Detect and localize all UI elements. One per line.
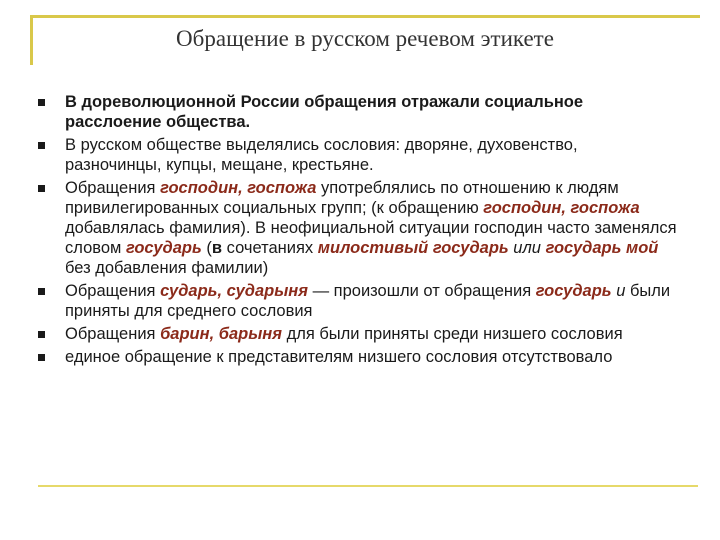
highlighted-term: господин, госпожа [160,179,317,197]
highlighted-term: милостивый государь [317,239,509,257]
highlighted-term: господин, госпожа [483,199,640,217]
highlighted-term: барин, барыня [160,325,282,343]
slide-title: Обращение в русском речевом этикете [176,26,554,51]
bullet-list [38,92,678,370]
square-bullet-icon [38,185,45,192]
bullet-text: сочетаниях [222,239,318,257]
square-bullet-icon [38,331,45,338]
left-rule-divider [30,15,33,65]
bullet-item [38,178,678,278]
bullet-text: и [616,282,626,300]
bullet-text: для были приняты среди низшего сословия [282,325,623,343]
bullet-text: употреблялись по отношению к людям привилегированных социальных групп; (к обращению [65,179,619,217]
bullet-text: — произошли от обращения [307,282,536,300]
bullet-text: Обращения [65,179,161,197]
bullet-text: Обращения [65,282,161,300]
bullet-text: В русском обществе выделялись сословия: дворяне, духовенство, разночинцы, купцы, мещане, крестьяне. [65,136,578,174]
bullet-text: единое обращение к представителям низшего сословия отсутствовало [65,348,613,366]
bullet-item [38,281,678,321]
bullet-text: ( [201,239,212,257]
square-bullet-icon [38,142,45,149]
bullet-item [38,347,678,367]
bullet-text: без добавления фамилии) [65,259,269,277]
bullet-text: в [211,239,223,257]
top-rule-divider [30,15,700,18]
highlighted-term: государь мой [545,239,659,257]
bullet-item [38,92,678,132]
square-bullet-icon [38,354,45,361]
bullet-text: были приняты для среднего сословия [65,282,671,320]
bullet-text: добавлялась фамилия). В неофициальной ситуации господин часто заменялся словом [65,219,677,257]
bullet-item [38,135,678,175]
highlighted-term: сударь, сударыня [160,282,308,300]
highlighted-term: государь [535,282,612,300]
bullet-text: или [513,239,541,257]
square-bullet-icon [38,288,45,295]
bottom-rule-divider [38,485,698,487]
bullet-text: В дореволюционной России обращения отражали социальное расслоение общества. [65,93,584,131]
bullet-text: Обращения [65,325,161,343]
bullet-item [38,324,678,344]
highlighted-term: государь [125,239,202,257]
square-bullet-icon [38,99,45,106]
